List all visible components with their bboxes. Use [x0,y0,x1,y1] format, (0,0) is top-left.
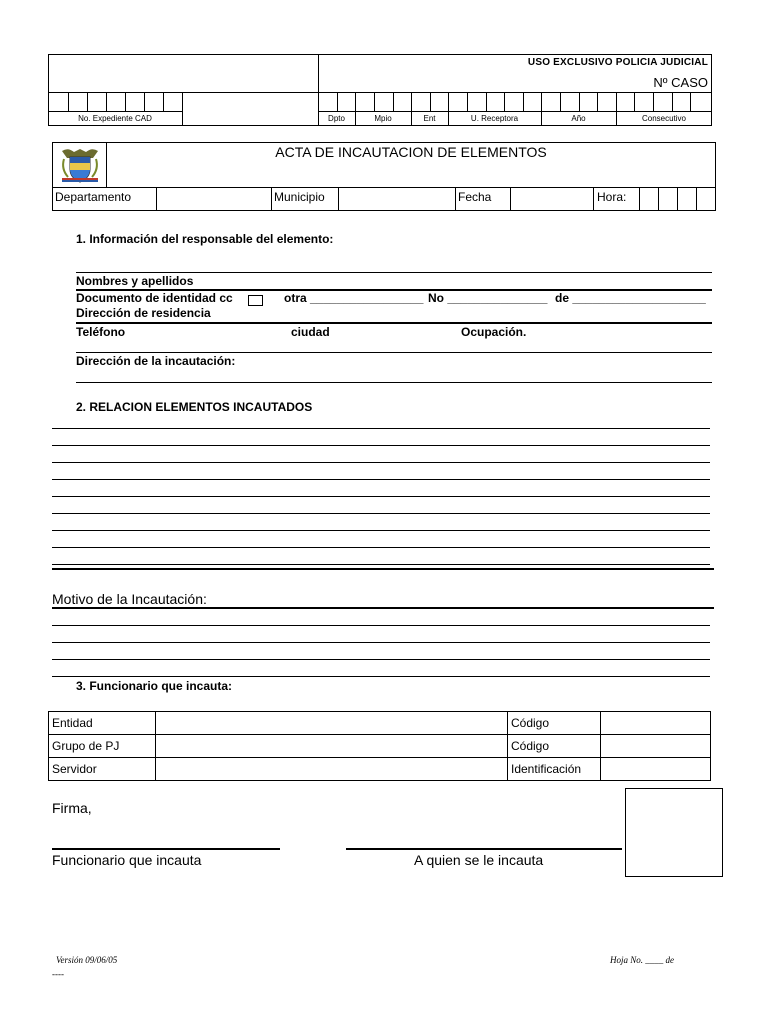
no-caso-label: Nº CASO [653,75,708,90]
direccion-residencia-label: Dirección de residencia [76,306,211,320]
incautacion-line [76,382,712,383]
header-bottom-line-left [48,111,183,112]
fingerprint-box [625,788,723,877]
firma-label: Firma, [52,800,92,816]
motivo-label: Motivo de la Incautación: [52,591,207,607]
residencia-line [76,322,712,324]
grupo-pj-label: Grupo de PJ [52,738,120,753]
case-label-ent: Ent [423,114,436,123]
version-cont: ---- [52,969,64,979]
case-label-mpio: Mpio [374,114,392,123]
fecha-label: Fecha [458,190,492,204]
header-bottom-line-right [318,111,712,112]
telefono-line [76,352,712,353]
case-label-ano: Año [571,114,586,123]
municipio-label: Municipio [274,190,325,204]
cc-checkbox[interactable] [248,295,263,306]
funcionario-firma-label: Funcionario que incauta [52,852,202,868]
expediente-label: No. Expediente CAD [78,114,152,123]
title-row-line [52,187,716,188]
nombres-line [76,272,712,273]
no-label: No _______________ [428,291,548,305]
case-label-receptora: U. Receptora [470,114,519,123]
motivo-line [52,607,714,609]
funcionario-col-3 [600,711,601,781]
ocupacion-label: Ocupación. [461,325,527,339]
nombres-label: Nombres y apellidos [76,274,194,288]
uso-exclusivo-label: USO EXCLUSIVO POLICIA JUDICIAL [527,57,708,68]
quien-firma-label: A quien se le incauta [414,852,544,868]
hoja-label: Hoja No. ____ de [610,955,674,965]
funcionario-col-1 [155,711,156,781]
section1-heading: 1. Información del responsable del elemento: [76,232,334,246]
identificacion-label: Identificación [511,761,582,776]
departamento-label: Departamento [55,190,132,204]
de-label: de ____________________ [555,291,706,305]
version-label: Versión 09/06/05 [56,955,118,965]
telefono-label: Teléfono [76,325,126,339]
document-title: ACTA DE INCAUTACION DE ELEMENTOS [275,144,547,160]
section3-heading: 3. Funcionario que incauta: [76,679,233,693]
section2-heading: 2. RELACION ELEMENTOS INCAUTADOS [76,400,313,414]
grupo-codigo-label: Código [511,738,550,753]
servidor-label: Servidor [52,761,97,776]
entidad-codigo-label: Código [511,715,550,730]
case-label-dpto: Dpto [328,114,345,123]
ciudad-label: ciudad [291,325,330,339]
firma-line-quien [346,848,622,850]
header-mid-line-left [48,92,318,93]
coat-of-arms-icon [58,145,102,185]
direccion-incautacion-label: Dirección de la incautación: [76,354,236,368]
otra-label: otra _________________ [284,291,424,305]
hora-label: Hora: [597,190,627,204]
case-label-consecutivo: Consecutivo [641,114,687,123]
entidad-label: Entidad [52,715,93,730]
documento-label: Documento de identidad cc [76,291,233,305]
firma-line-funcionario [52,848,280,850]
